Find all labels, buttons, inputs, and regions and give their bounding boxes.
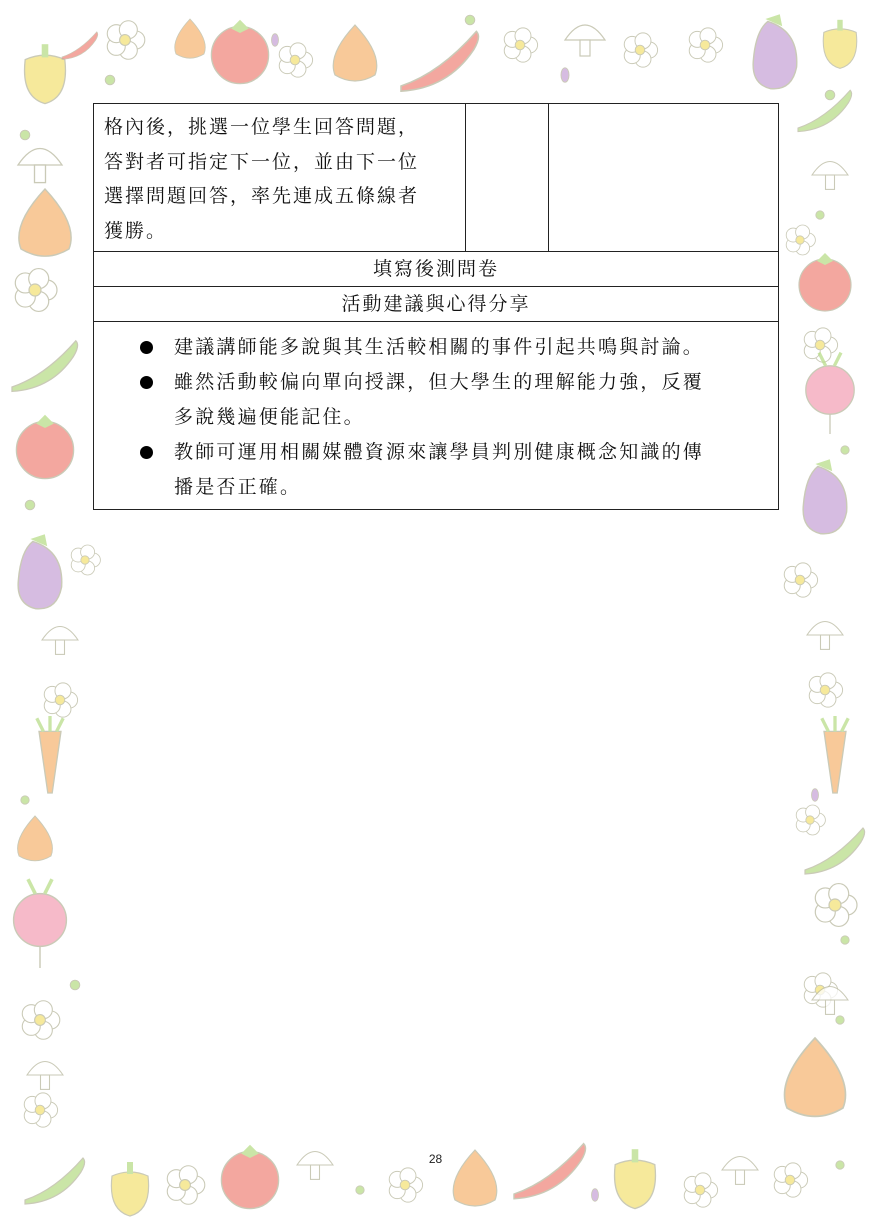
suggestion-text: 多說幾遍便能記住。 xyxy=(174,406,365,428)
mushroom-icon xyxy=(565,25,605,56)
flower-icon xyxy=(774,1163,807,1197)
procedure-line: 選擇問題回答，率先連成五條線者 xyxy=(104,185,420,207)
flower-icon xyxy=(279,43,312,77)
mushroom-icon xyxy=(27,1062,63,1090)
radish-icon xyxy=(806,353,854,434)
flower-icon xyxy=(44,683,77,717)
pepper-icon xyxy=(25,44,66,103)
flower-icon xyxy=(389,1168,422,1202)
table-row-suggestions-heading xyxy=(94,287,779,322)
procedure-line: 答對者可指定下一位，並由下一位 xyxy=(104,150,420,173)
pepper-icon xyxy=(823,20,857,69)
suggestion-item xyxy=(140,365,764,435)
suggestion-text: 播是否正確。 xyxy=(174,476,302,498)
flower-icon xyxy=(809,673,842,707)
onion-icon xyxy=(18,816,53,861)
carrot-icon xyxy=(822,716,848,793)
radish-icon xyxy=(14,879,67,968)
pea-icon xyxy=(841,446,849,454)
pea-icon xyxy=(465,15,475,25)
post-test-heading: 填寫後測問卷 xyxy=(94,252,779,287)
table-row-suggestions xyxy=(94,322,779,510)
suggestion-list xyxy=(94,322,778,509)
pea-icon xyxy=(356,1186,364,1194)
suggestion-item xyxy=(140,330,764,365)
bullet-icon xyxy=(140,341,153,354)
mushroom-icon xyxy=(812,162,848,190)
greenchili-icon xyxy=(798,90,852,131)
pea-icon xyxy=(105,75,115,85)
flower-icon xyxy=(22,1001,60,1040)
page-number: 28 xyxy=(428,1152,443,1166)
empty-cell-3 xyxy=(549,104,779,252)
pea-icon xyxy=(825,90,835,100)
eggplant-icon xyxy=(803,459,847,534)
activity-table xyxy=(93,103,779,510)
tomato-icon xyxy=(799,253,851,311)
table-row-post-test xyxy=(94,252,779,287)
flower-icon xyxy=(504,28,537,62)
pea-icon xyxy=(25,500,35,510)
bullet-icon xyxy=(140,446,153,459)
table-row-procedure xyxy=(94,104,779,252)
suggestion-text: 建議講師能多說與其生活較相關的事件引起共鳴與討論。 xyxy=(174,336,705,358)
mushroom-icon xyxy=(18,149,62,183)
mushroom-icon xyxy=(42,627,78,655)
suggestion-text: 教師可運用相關媒體資源來讓學員判別健康概念知識的傳 xyxy=(174,441,705,463)
procedure-line: 獲勝。 xyxy=(104,219,168,242)
suggestion-text: 雖然活動較偏向單向授課，但大學生的理解能力強，反覆 xyxy=(174,371,705,393)
flower-icon xyxy=(689,28,722,62)
flower-icon xyxy=(624,33,657,67)
suggestions-heading: 活動建議與心得分享 xyxy=(94,287,779,322)
flower-icon xyxy=(784,563,817,597)
bean-icon xyxy=(592,1189,599,1202)
flower-icon xyxy=(796,805,825,835)
procedure-cell xyxy=(94,104,466,252)
eggplant-icon xyxy=(18,534,62,609)
flower-icon xyxy=(815,884,857,927)
bean-icon xyxy=(812,789,819,802)
flower-icon xyxy=(684,1173,717,1207)
flower-icon xyxy=(24,1093,57,1127)
tomato-icon xyxy=(211,20,268,84)
onion-icon xyxy=(333,25,377,81)
pea-icon xyxy=(21,796,29,804)
eggplant-icon xyxy=(753,14,797,89)
document-content xyxy=(93,103,778,510)
pea-icon xyxy=(20,130,30,140)
procedure-line: 格內後，挑選一位學生回答問題， xyxy=(104,116,420,138)
carrot-icon xyxy=(37,716,63,793)
onion-icon xyxy=(19,189,71,256)
pepper-icon xyxy=(111,1162,148,1216)
mushroom-icon xyxy=(807,622,843,650)
onion-icon xyxy=(175,19,205,58)
suggestion-item xyxy=(140,435,764,505)
flower-icon xyxy=(71,545,100,575)
chili-icon xyxy=(62,32,98,60)
flower-icon xyxy=(786,225,815,255)
pea-icon xyxy=(816,211,824,219)
bean-icon xyxy=(561,68,569,82)
flower-icon xyxy=(15,269,57,312)
suggestions-cell xyxy=(94,322,779,510)
empty-cell-2 xyxy=(466,104,549,252)
pea-icon xyxy=(836,1016,844,1024)
greenchili-icon xyxy=(12,341,78,392)
pea-icon xyxy=(841,936,849,944)
pea-icon xyxy=(70,980,80,990)
chili-icon xyxy=(401,31,478,91)
tomato-icon xyxy=(16,415,73,479)
flower-icon xyxy=(107,21,145,60)
flower-icon xyxy=(167,1166,205,1205)
bullet-icon xyxy=(140,376,153,389)
onion-icon xyxy=(785,1038,846,1116)
bean-icon xyxy=(272,34,279,47)
